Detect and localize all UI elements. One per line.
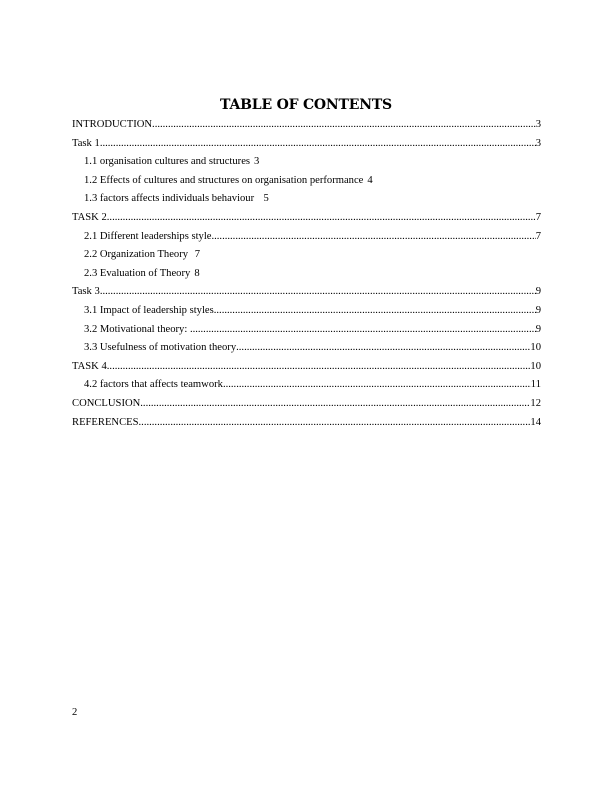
toc-page-number: 7: [535, 230, 541, 242]
toc-page-number: 12: [530, 397, 541, 409]
toc-entry-task-2[interactable]: [72, 209, 541, 228]
dot-leader: [223, 376, 531, 395]
toc-entry-label: 1.1 organisation cultures and structures: [84, 156, 251, 168]
toc-entry-1-1[interactable]: [72, 153, 541, 172]
toc-entry-label: 2.1 Different leaderships style: [84, 230, 212, 242]
toc-entry-1-3[interactable]: [72, 190, 541, 209]
toc-page-number: 9: [535, 286, 541, 298]
toc-entry-label: 3.3 Usefulness of motivation theory: [84, 342, 237, 354]
dot-leader: [190, 321, 536, 340]
toc-entry-label: TASK 4: [72, 360, 107, 372]
toc-entry-label: 1.2 Effects of cultures and structures on organisation performance: [84, 174, 364, 186]
toc-entry-label: CONCLUSION: [72, 397, 141, 409]
dot-leader: [100, 283, 536, 302]
toc-entry-label: TASK 2: [72, 211, 107, 223]
toc-entry-label: INTRODUCTION: [72, 119, 153, 130]
dot-leader: [107, 209, 536, 228]
toc-entry-2-3[interactable]: [72, 265, 541, 284]
toc-entry-task-4[interactable]: [72, 358, 541, 377]
table-of-contents: [72, 116, 541, 432]
toc-entry-3-1[interactable]: [72, 302, 541, 321]
toc-entry-label: 1.3 factors affects individuals behaviour: [84, 193, 260, 205]
dot-leader: [100, 135, 536, 154]
toc-entry-task-1[interactable]: [72, 135, 541, 154]
dot-leader: [107, 358, 531, 377]
dot-leader: [152, 116, 536, 135]
dot-leader: [236, 339, 530, 358]
toc-title: TABLE OF CONTENTS: [220, 97, 392, 113]
toc-page-number: 7: [194, 249, 200, 261]
toc-entry-references[interactable]: [72, 414, 541, 433]
toc-page-number: 3: [535, 137, 541, 149]
toc-page-number: 3: [254, 156, 260, 168]
toc-page-number: 10: [530, 360, 541, 372]
toc-entry-2-2[interactable]: [72, 246, 541, 265]
toc-entry-3-3[interactable]: [72, 339, 541, 358]
toc-entry-1-2[interactable]: [72, 172, 541, 191]
toc-page-number: 9: [535, 323, 541, 335]
toc-page-number: 10: [530, 342, 541, 354]
dot-leader: [214, 302, 536, 321]
toc-page-number: 14: [530, 416, 541, 428]
toc-entry-introduction[interactable]: [72, 116, 541, 135]
toc-entry-label: 3.2 Motivational theory:: [84, 323, 190, 335]
toc-entry-task-3[interactable]: [72, 283, 541, 302]
toc-entry-label: Task 3: [72, 286, 100, 298]
toc-page-number: 5: [263, 193, 269, 205]
toc-page-number: 9: [535, 304, 541, 316]
toc-entry-label: 4.2 factors that affects teamwork: [84, 379, 223, 391]
page-number-footer: 2: [72, 707, 78, 718]
toc-page-number: 3: [535, 119, 541, 130]
toc-page-number: 7: [535, 211, 541, 223]
toc-entry-4-2[interactable]: [72, 376, 541, 395]
toc-page-number: 11: [530, 379, 541, 391]
dot-leader: [139, 414, 531, 433]
toc-entry-label: 2.3 Evaluation of Theory: [84, 267, 191, 279]
dot-leader: [140, 395, 530, 414]
toc-entry-2-1[interactable]: [72, 228, 541, 247]
toc-entry-label: REFERENCES: [72, 416, 139, 428]
toc-entry-label: 2.2 Organization Theory: [84, 249, 191, 261]
toc-entry-3-2[interactable]: [72, 321, 541, 340]
toc-entry-label: Task 1: [72, 137, 100, 149]
toc-entry-conclusion[interactable]: [72, 395, 541, 414]
toc-page-number: 4: [367, 174, 373, 186]
toc-entry-label: 3.1 Impact of leadership styles: [84, 304, 214, 316]
dot-leader: [211, 228, 535, 247]
toc-page-number: 8: [194, 267, 200, 279]
